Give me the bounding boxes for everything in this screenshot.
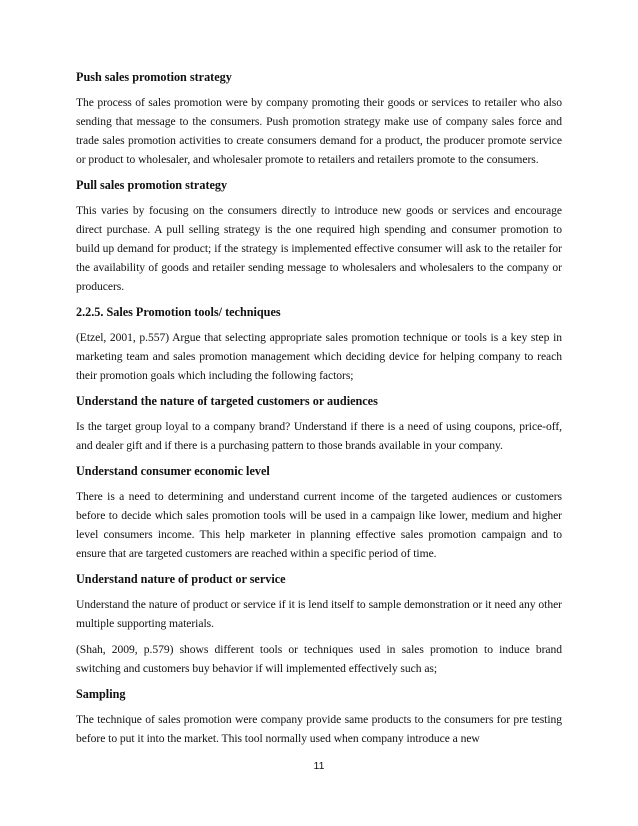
section-paragraph: There is a need to determining and understand current income of the targeted audiences or customers before to decide which sales promotion tools will be used in a campaign like lower, medium and higher level consumers income. This help marketer in planning effective sales promotion campaign and to ensure that are targeted customers are reached within a specific period of time. [76, 490, 562, 560]
section-paragraph: The technique of sales promotion were company provide same products to the consumers for pre testing before to put it into the market. This tool normally used when company introduce a new [76, 713, 562, 745]
section-paragraph: Is the target group loyal to a company brand? Understand if there is a need of using coupons, price-off, and dealer gift and if there is a purchasing pattern to those brands available in your company. [76, 420, 562, 452]
section-economic-level [76, 462, 562, 563]
section-sampling [76, 685, 562, 748]
section-paragraph: (Shah, 2009, p.579) shows different tools or techniques used in sales promotion to induce brand switching and customers buy behavior if will implemented effectively such as; [76, 643, 562, 675]
section-push-strategy [76, 68, 562, 169]
section-heading: Understand nature of product or service [76, 572, 286, 586]
section-targeted-customers [76, 392, 562, 455]
section-heading: Push sales promotion strategy [76, 70, 232, 84]
document-page [76, 68, 562, 755]
section-paragraph: The process of sales promotion were by company promoting their goods or services to retailer who also sending that message to the consumers. Push promotion strategy make use of company sales force and trade sales promotion activities to create consumers demand for a product, the producer promote service or product to wholesaler, and wholesaler promote to retailers and retailers promote to the consumers. [76, 96, 562, 166]
section-heading: Understand the nature of targeted customers or audiences [76, 394, 378, 408]
section-heading: Understand consumer economic level [76, 464, 270, 478]
section-pull-strategy [76, 176, 562, 296]
section-heading: Sampling [76, 687, 126, 701]
section-paragraph: This varies by focusing on the consumers directly to introduce new goods or services and encourage direct purchase. A pull selling strategy is the one required high spending and consumer promotion to build up demand for product; if the strategy is implemented effective consumer will ask to the retailer for the availability of goods and retailer sending message to wholesalers and wholesalers to the company or producers. [76, 204, 562, 293]
page-number: 11 [313, 760, 325, 772]
section-paragraph: (Etzel, 2001, p.557) Argue that selecting appropriate sales promotion technique or tools is a key step in marketing team and sales promotion management which deciding device for helping company to reach their promotion goals which including the following factors; [76, 331, 562, 382]
section-paragraph: Understand the nature of product or service if it is lend itself to sample demonstration or it need any other multiple supporting materials. [76, 598, 562, 630]
section-heading: Pull sales promotion strategy [76, 178, 228, 192]
section-heading: 2.2.5. Sales Promotion tools/ techniques [76, 305, 281, 319]
section-product-nature [76, 570, 562, 678]
section-promotion-tools [76, 303, 562, 385]
